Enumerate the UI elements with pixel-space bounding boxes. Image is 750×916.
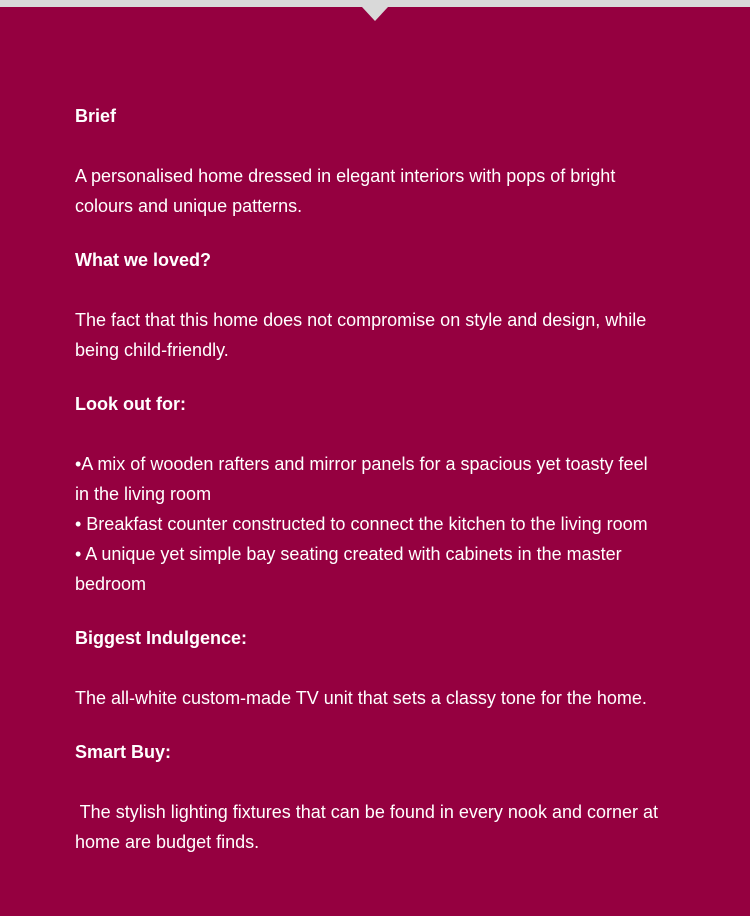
section-text-what-we-loved: [75, 305, 695, 365]
section-heading-what-we-loved: What we loved?: [75, 250, 212, 270]
text-line: A personalised home dressed in elegant interiors with pops of bright: [75, 166, 616, 186]
section-text-look-out-for: [75, 449, 695, 599]
section-heading-smart-buy: Smart Buy:: [75, 742, 172, 762]
section-heading-look-out-for: Look out for:: [75, 394, 186, 414]
section-text-biggest-indulgence: [75, 683, 695, 713]
text-line: The fact that this home does not compromise on style and design, while: [75, 310, 647, 330]
text-line: The stylish lighting fixtures that can be found in every nook and corner at: [75, 802, 659, 822]
text-line: The all-white custom-made TV unit that sets a classy tone for the home.: [75, 688, 647, 708]
text-line: • A unique yet simple bay seating created with cabinets in the master: [75, 544, 622, 564]
down-pointer-notch: [362, 7, 388, 21]
text-line: being child-friendly.: [75, 340, 229, 360]
text-line: colours and unique patterns.: [75, 196, 303, 216]
section-heading-brief: Brief: [75, 106, 117, 126]
section-text-smart-buy: [75, 797, 695, 857]
section-text-brief: [75, 161, 695, 221]
article-content: [75, 104, 695, 857]
text-line: •A mix of wooden rafters and mirror panels for a spacious yet toasty feel: [75, 454, 648, 474]
text-line: in the living room: [75, 484, 212, 504]
section-heading-biggest-indulgence: Biggest Indulgence:: [75, 628, 248, 648]
top-divider-bar: [0, 0, 750, 7]
text-line: • Breakfast counter constructed to connect the kitchen to the living room: [75, 514, 648, 534]
text-line: home are budget finds.: [75, 832, 260, 852]
text-line: bedroom: [75, 574, 147, 594]
